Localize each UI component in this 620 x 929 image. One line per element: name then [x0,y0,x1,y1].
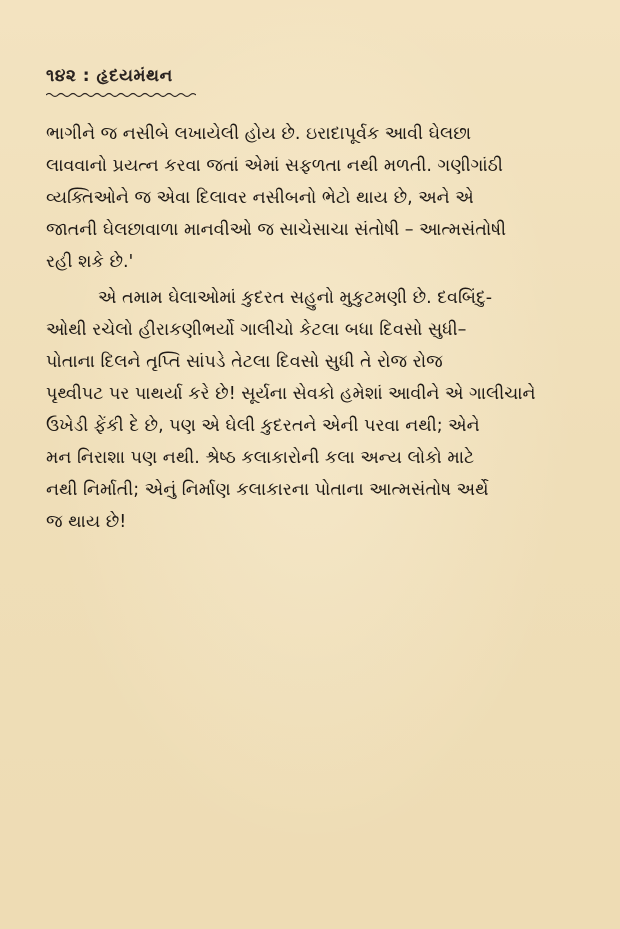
paragraph-first-line: એ તમામ ઘેલાઓમાં કુદરત સહુનો મુકુટમણી છે. દવબિંદુ- [98,288,493,308]
text-line: જાતની ઘેલછાવાળા માનવીઓ જ સાચેસાચા સંતોષી – આત્મસંતોષી [46,220,506,240]
text-line: પૃથ્વીપટ પર પાથર્યા કરે છે! સૂર્યના સેવકો હમેશાં આવીને એ ગાલીચાને [46,384,536,404]
body-text [46,118,586,538]
text-line: મન નિરાશા પણ નથી. શ્રેષ્ઠ કલાકારોની કલા અન્ય લોકો માટે [46,448,475,468]
text-line: ભાગીને જ નસીબે લખાયેલી હોય છે. ઇરાદાપૂર્વક આવી ઘેલછા [46,124,472,144]
text-line: નથી નિર્માતી; એનું નિર્માણ કલાકારના પોતાના આત્મસંતોષ અર્થે [46,480,489,500]
text-line: ઓથી રચેલો હીરાકણીભર્યો ગાલીચો કેટલા બધા દિવસો સુધી– [46,320,467,340]
text-line: પોતાના દિલને તૃપ્તિ સાંપડે તેટલા દિવસો સુધી તે રોજ રોજ [46,352,443,372]
running-title: હૃદયમંથન [96,66,173,86]
text-line: ઉખેડી ફેંકી દે છે, પણ એ ઘેલી કુદરતને એની પરવા નથી; એને [46,416,480,436]
page-number: ૧૪૨ [46,66,77,86]
text-line: વ્યક્તિઓને જ એવા દિલાવર નસીબનો ભેટો થાય છે, અને એ [46,188,474,208]
header-separator: : [82,66,91,86]
text-line: લાવવાનો પ્રયત્ન કરવા જતાં એમાં સફળતા નથી મળતી. ગણીગાંઠી [46,156,503,176]
page-header [46,66,173,86]
text-line: રહી શકે છે.' [46,252,134,272]
header-wavy-underline [46,92,196,98]
text-line: જ થાય છે! [46,512,127,532]
